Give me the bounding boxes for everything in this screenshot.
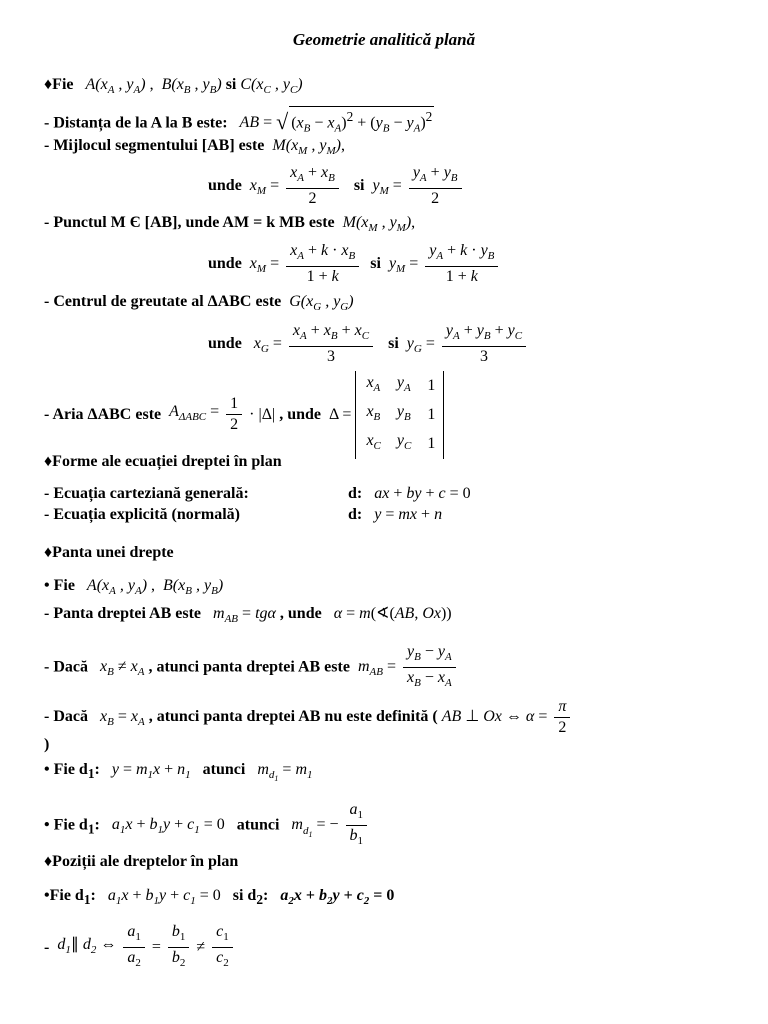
slope-undefined-line: [44, 697, 573, 738]
formula-md1-m1: $m_{d_1} = m_1$: [249, 761, 313, 784]
section-heading-forms: ♦Forme ale ecuației dreptei în plan: [44, 453, 282, 470]
formula-area: $A_{\Delta ABC}$ =: [165, 403, 220, 424]
si-label: si: [388, 334, 399, 352]
formula-ym: $y_M$ =: [368, 176, 402, 197]
fraction-c1-c2: $\frac{c_1}{c_2}$: [212, 922, 233, 973]
division-formulas: [208, 241, 501, 287]
daca-label: - Dacă: [44, 708, 88, 726]
parallel-condition-line: [44, 922, 236, 973]
dash-label: -: [44, 938, 50, 956]
fie-d1b-label: •Fie d: [44, 887, 84, 904]
formula-point-c: $C(x_C$ , $y_C$): [240, 76, 303, 97]
fie-d1-label: • Fie d: [44, 761, 88, 778]
distance-label: - Distanța de la A la B este:: [44, 114, 228, 132]
formula-xb-eq-xa: $x_B = x_A$: [91, 708, 145, 729]
centroid-formulas: [208, 321, 529, 367]
formula-general-equation: ax + by + c = 0: [366, 485, 471, 502]
formula-yg: $y_G$ =: [402, 334, 435, 355]
formula-explicit-equation: y = mx + n: [366, 506, 443, 523]
fraction-ym: $\frac{y_A + y_B}{2}$: [409, 163, 462, 209]
si-label: si: [225, 76, 237, 93]
formula-distance: AB = √ $(x_B - x_A)^2 + (y_B - y_A)^2$: [232, 114, 435, 131]
equals-sign: =: [151, 938, 161, 956]
centroid-label: - Centrul de greutate al ΔABC este: [44, 293, 282, 310]
fraction-ym-k: $\frac{y_A + k \cdot y_B}{1 + k}$: [425, 241, 498, 287]
daca-label: - Dacă: [44, 658, 88, 676]
si-label: si: [353, 176, 365, 194]
slope-ab-label: - Panta dreptei AB este: [44, 605, 202, 622]
fie-bullet-label: • Fie: [44, 577, 75, 594]
fraction-half: $\frac{1}{2}$: [226, 394, 242, 435]
formula-xg: $x_G$ =: [245, 334, 282, 355]
fraction-yg: $\frac{y_A + y_B + y_C}{3}$: [442, 321, 526, 367]
fraction-b1-b2: $\frac{b_1}{b_2}$: [168, 922, 190, 973]
determinant: $x_A$ $y_A$ 1 $x_B$ $y_B$ 1 $x_C$ $y_C$ 1: [355, 371, 444, 459]
d-label: d:: [348, 506, 363, 523]
slope-angle-line: [44, 604, 452, 629]
slope-general-line: • Fie $d_1$: $a_1x + b_1y + c_1 = 0$ atunci $m_{d_1}$ = − $\frac{a_1}{b_1}$: [44, 800, 370, 851]
fraction-pi-half: $\frac{\pi}{2}$: [554, 697, 570, 738]
explicit-equation-label: - Ecuația explicită (normală): [44, 506, 240, 523]
fie-label: ♦Fie: [44, 76, 74, 93]
division-point-line: [44, 213, 415, 238]
two-lines-definition: •Fie $d_1$: $a_1x + b_1y + c_1 = 0$ si $d_2$: $a_2x + b_2y + c_2 = 0$: [44, 887, 395, 908]
slope-points-line: [44, 576, 223, 601]
formula-abs-delta: · |Δ|: [249, 405, 276, 423]
section-heading-slope: ♦Panta unei drepte: [44, 544, 174, 561]
points-definition: [44, 75, 303, 100]
unde-label: unde: [208, 334, 242, 352]
centroid-line: [44, 292, 354, 317]
formula-delta: Δ =: [329, 405, 352, 423]
unde-comma-label: , unde: [279, 405, 321, 423]
then-slope-label: , atunci panta dreptei AB este: [148, 658, 350, 676]
formula-d1-general: $a_1x + b_1y + c_1 = 0$: [103, 816, 225, 837]
formula-slope-tg: $m_{AB} = tg\alpha$: [205, 605, 276, 626]
area-label: - Aria ΔABC este: [44, 405, 162, 423]
fraction-xg: $\frac{x_A + x_B + x_C}{3}$: [289, 321, 373, 367]
si-label: si: [370, 254, 381, 272]
formula-midpoint: $M(x_M$ , $y_M$),: [268, 137, 345, 158]
close-paren: ): [44, 736, 50, 753]
formula-points-slope: $A(x_A$ , $y_A$) , $B(x_B$ , $y_B$): [78, 577, 224, 598]
unde-label: unde: [208, 254, 242, 272]
atunci-label: atunci: [202, 761, 246, 778]
general-equation-label: - Ecuația carteziană generală:: [44, 485, 249, 502]
undefined-slope-label: , atunci panta dreptei AB nu este definită (: [148, 708, 438, 726]
formula-centroid: $G(x_G$ , $y_G$): [285, 293, 354, 314]
midpoint-formulas: [208, 163, 465, 209]
formula-points-ab: $A(x_A$ , $y_A$) , $B(x_B$ , $y_B$): [77, 76, 222, 97]
unde-comma-label: , unde: [279, 605, 322, 622]
not-equals-sign: ≠: [196, 938, 206, 956]
fraction-a1-a2: $\frac{a_1}{a_2}$: [123, 922, 145, 973]
formula-xb-neq-xa: $x_B \ne x_A$: [91, 658, 145, 679]
d-label: d:: [348, 485, 363, 502]
formula-alpha-angle: α = m(∢(AB, Ox)): [325, 605, 452, 622]
midpoint-label: - Mijlocul segmentului [AB] este: [44, 137, 265, 154]
si-d2-label: si d: [232, 887, 257, 904]
formula-ym-k: $y_M$ =: [384, 254, 419, 275]
atunci-label: atunci: [236, 816, 280, 834]
fraction-xm-k: $\frac{x_A + k \cdot x_B}{1 + k}$: [286, 241, 359, 287]
formula-md1-ratio: $m_{d_1}$ = −: [283, 816, 339, 839]
fie-d1-label: • Fie d: [44, 816, 88, 834]
formula-perpendicular: AB ⊥ Ox ⇔ α =: [441, 708, 548, 726]
formula-parallel: $d_1\parallel$ $d_2$ ⇔: [53, 936, 117, 957]
formula-m-ab: $m_{AB}$ =: [353, 658, 396, 679]
slope-explicit-line: • Fie $d_1$: $y = m_1x + n_1$ atunci $m_{d_1} = m_1$: [44, 761, 313, 784]
formula-d2-line: $a_2x + b_2y + c_2 = 0$: [272, 887, 395, 908]
division-label: - Punctul M Є [AB], unde AM = k MB este: [44, 214, 335, 231]
fraction-a1-b1: $\frac{a_1}{b_1}$: [346, 800, 368, 851]
formula-d1-explicit: $y = m_1x + n_1$: [103, 761, 191, 782]
formula-xm: $x_M$ =: [245, 176, 280, 197]
fraction-xm: $\frac{x_A + x_B}{2}$: [286, 163, 339, 209]
page-title: Geometrie analitică plană: [292, 30, 476, 49]
formula-xm-k: $x_M$ =: [245, 254, 280, 275]
slope-formula-line: [44, 642, 459, 693]
fraction-slope: $\frac{y_B - y_A}{x_B - x_A}$: [403, 642, 456, 693]
midpoint-line: [44, 136, 345, 161]
explicit-equation-line: [44, 505, 442, 525]
section-heading-positions: ♦Poziții ale dreptelor în plan: [44, 853, 239, 870]
formula-d1-line: $a_1x + b_1y + c_1 = 0$: [99, 887, 221, 908]
area-line: [44, 371, 444, 459]
formula-division-point: $M(x_M$ , $y_M$),: [338, 214, 416, 235]
distance-line: [44, 106, 434, 139]
general-equation-line: [44, 484, 471, 504]
unde-label: unde: [208, 176, 242, 194]
